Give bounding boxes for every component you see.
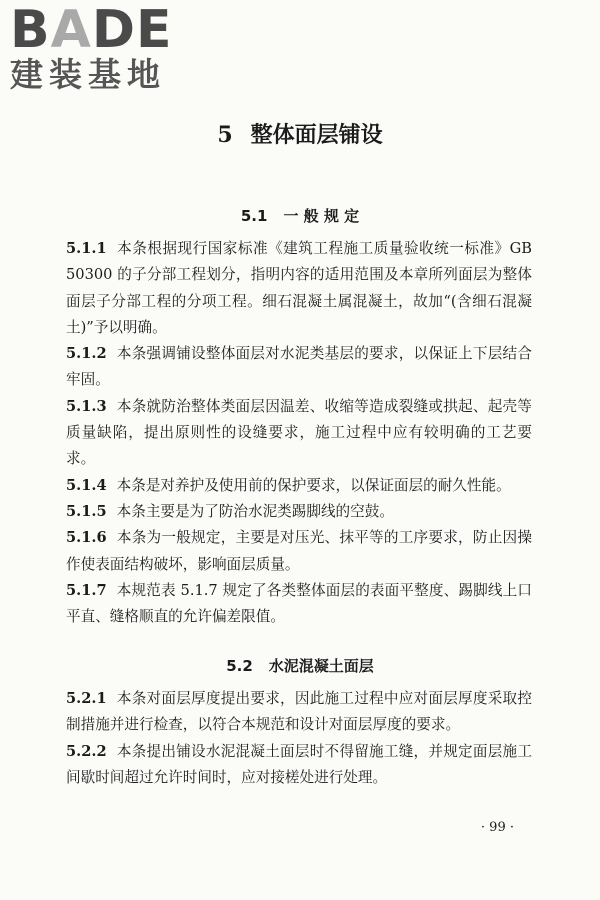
clause-paragraph xyxy=(66,499,532,525)
clause-text: 本条提出铺设水泥混凝土面层时不得留施工缝，并规定面层施工间歇时间超过允许时间时，应对接槎处进行处理。 xyxy=(66,742,532,786)
clause-text: 本条为一般规定，主要是对压光、抹平等的工序要求，防止因操作使表面结构破坏，影响面层质量。 xyxy=(66,529,532,573)
clause-text: 本规范表 5.1.7 规定了各类整体面层的表面平整度、踢脚线上口平直、缝格顺直的允许偏差限值。 xyxy=(66,581,532,626)
clause-paragraph xyxy=(66,236,532,341)
chapter-title-text: 整体面层铺设 xyxy=(250,123,383,148)
section-title-5-1 xyxy=(0,205,600,226)
clause-number: 5.2.1 xyxy=(66,690,107,707)
clause-paragraph xyxy=(66,739,532,792)
clause-paragraph xyxy=(66,578,532,631)
clause-number: 5.1.6 xyxy=(66,529,107,547)
logo-wordmark: BADE xyxy=(10,0,173,60)
section-number: 5.2 xyxy=(226,657,253,675)
page-number: · 99 · xyxy=(480,820,514,835)
clause-text: 本条主要是为了防治水泥类踢脚线的空鼓。 xyxy=(116,502,394,520)
clause-number: 5.2.2 xyxy=(66,742,107,760)
chapter-title xyxy=(0,118,600,149)
section-title-text: 一 般 规 定 xyxy=(283,207,360,225)
clause-text: 本条根据现行国家标准《建筑工程施工质量验收统一标准》GB 50300 的子分部工程划分，指明内容的适用范围及本章所列面层为整体面层子分部工程的分项工程。细石混凝土属混凝土，故加“(含细石混凝土)”予以明确。 xyxy=(66,240,532,336)
clause-number: 5.1.2 xyxy=(66,345,107,363)
chapter-number: 5 xyxy=(217,122,233,148)
clause-text: 本条是对养护及使用前的保护要求，以保证面层的耐久性能。 xyxy=(116,476,511,494)
clause-number: 5.1.3 xyxy=(66,397,107,415)
clause-text: 本条对面层厚度提出要求，因此施工过程中应对面层厚度采取控制措施并进行检查，以符合本规范和设计对面层厚度的要求。 xyxy=(66,690,532,734)
clause-number: 5.1.1 xyxy=(66,240,107,257)
clause-paragraph xyxy=(66,341,532,394)
clause-paragraph xyxy=(66,525,532,578)
clause-paragraph xyxy=(66,473,532,499)
clause-paragraph xyxy=(66,686,532,739)
section-5-2-body xyxy=(66,686,532,791)
section-5-1-body xyxy=(66,236,532,630)
clause-text: 本条强调铺设整体面层对水泥类基层的要求，以保证上下层结合牢固。 xyxy=(66,345,532,389)
clause-paragraph xyxy=(66,394,532,473)
bade-logo xyxy=(10,2,180,94)
clause-number: 5.1.5 xyxy=(66,502,107,520)
section-title-text: 水泥混凝土面层 xyxy=(268,657,374,675)
clause-number: 5.1.4 xyxy=(66,476,107,494)
clause-text: 本条就防治整体类面层因温差、收缩等造成裂缝或拱起、起壳等质量缺陷，提出原则性的设缝要求，施工过程中应有较明确的工艺要求。 xyxy=(66,397,532,468)
section-number: 5.1 xyxy=(240,207,268,225)
logo-subtitle: 建装基地 xyxy=(10,55,166,94)
section-title-5-2 xyxy=(0,655,600,676)
clause-number: 5.1.7 xyxy=(66,581,107,599)
